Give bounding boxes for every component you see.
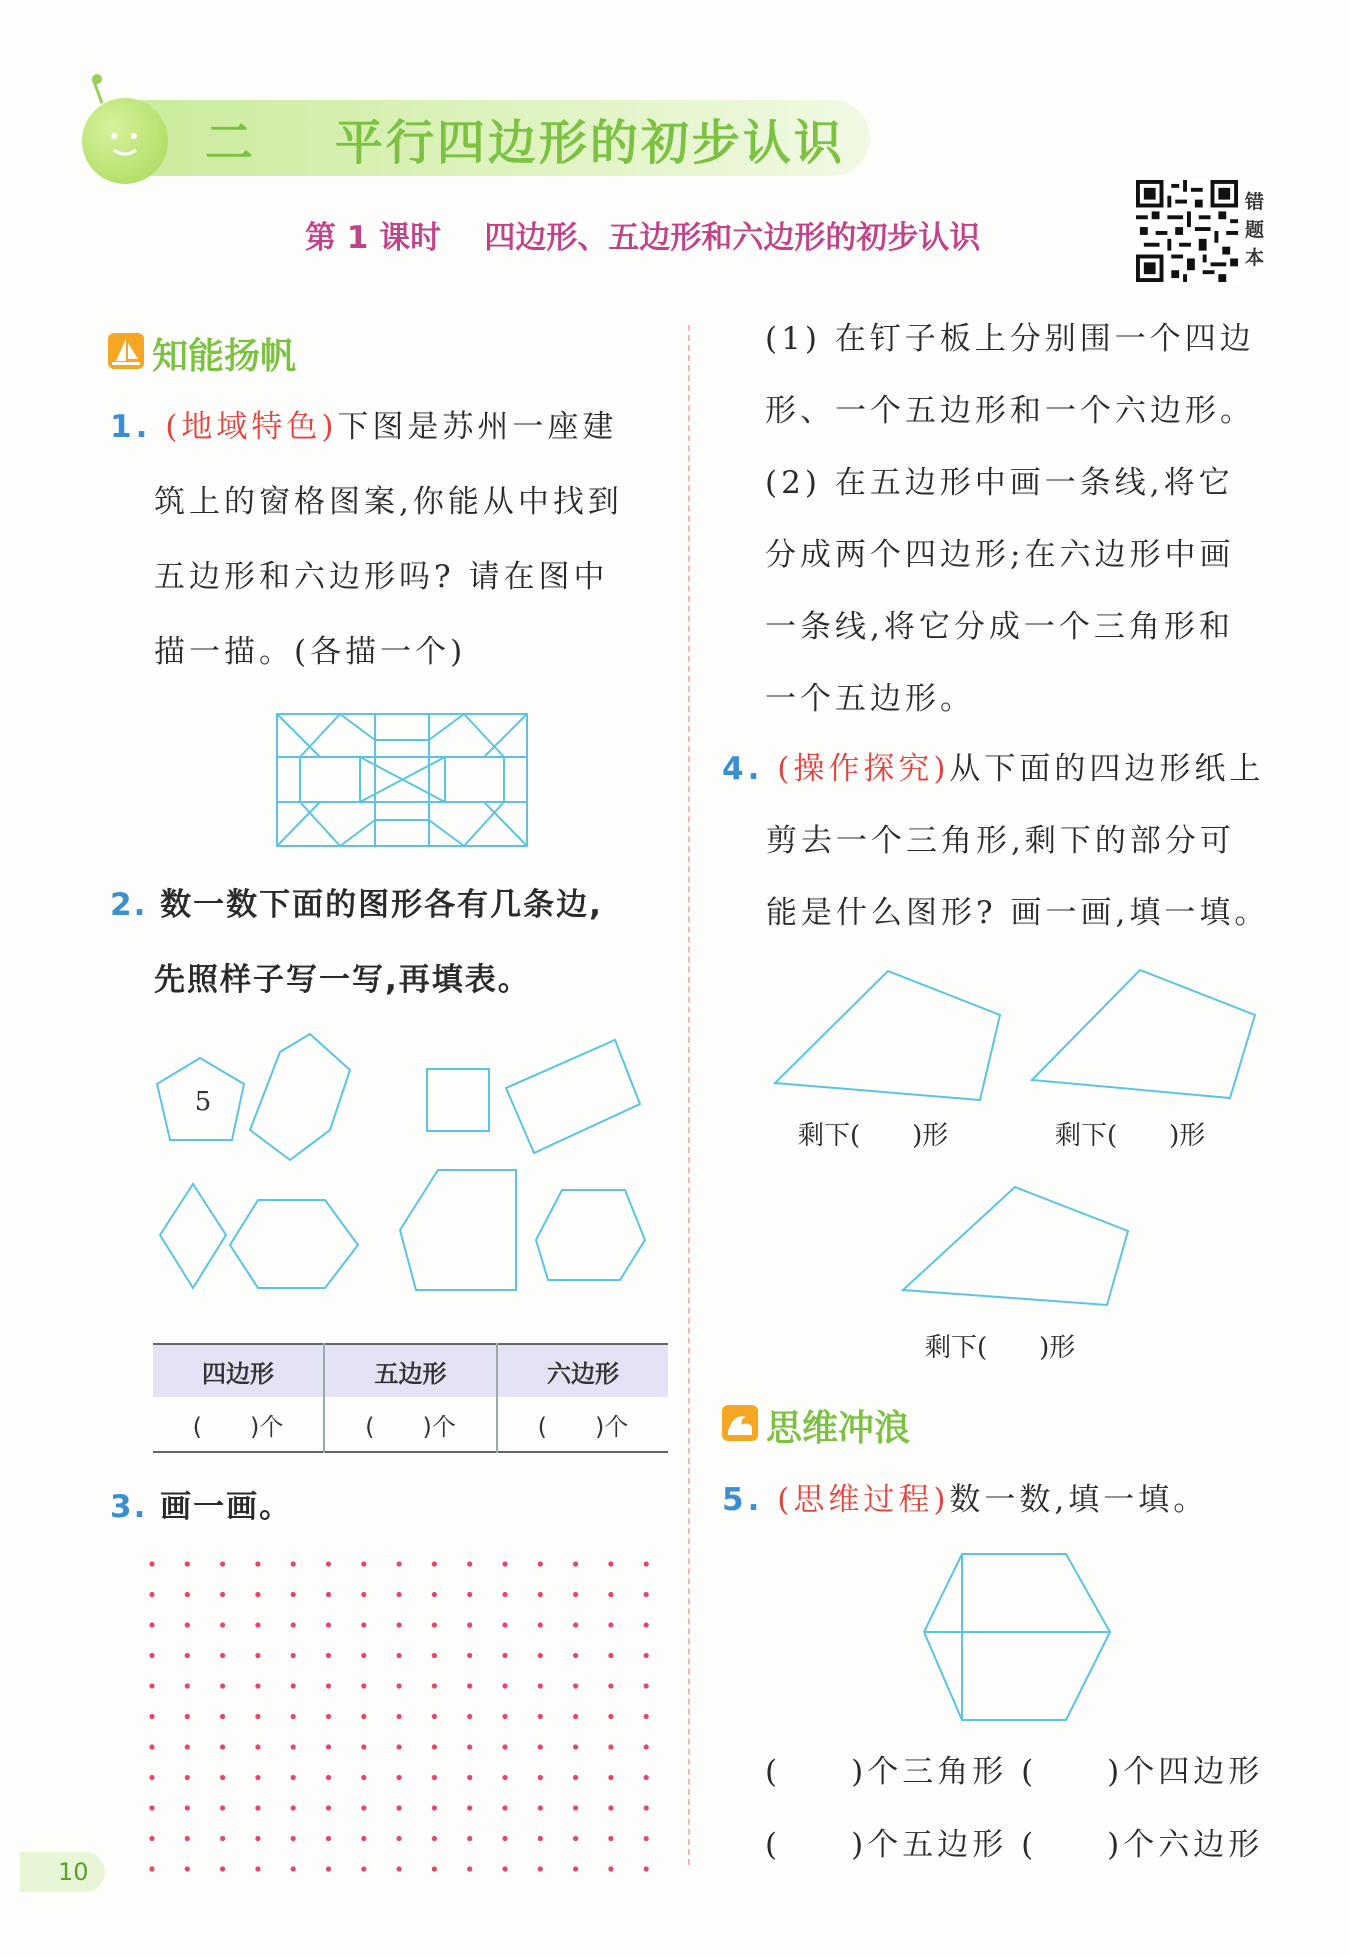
peg-dot[interactable]	[608, 1744, 613, 1749]
peg-dot[interactable]	[220, 1653, 225, 1658]
peg-dot[interactable]	[644, 1805, 649, 1810]
peg-dot[interactable]	[644, 1561, 649, 1566]
table-header: 四边形	[153, 1344, 324, 1397]
table-header: 六边形	[497, 1344, 668, 1397]
peg-dot[interactable]	[608, 1866, 613, 1871]
peg-dot[interactable]	[608, 1683, 613, 1688]
peg-dot[interactable]	[538, 1683, 543, 1688]
q3-text: 画一画。	[160, 1489, 293, 1525]
peg-dot[interactable]	[149, 1866, 154, 1871]
square	[427, 1069, 489, 1131]
peg-dot[interactable]	[326, 1714, 331, 1719]
peg-dot[interactable]	[467, 1805, 472, 1810]
peg-dot[interactable]	[291, 1561, 296, 1566]
peg-dot[interactable]	[291, 1866, 296, 1871]
q3r-line-2: 形、一个五边形和一个六边形。	[765, 393, 1255, 429]
peg-dot[interactable]	[185, 1653, 190, 1658]
peg-dot[interactable]	[608, 1592, 613, 1597]
question-3-instructions	[765, 303, 1285, 735]
peg-dot[interactable]	[397, 1805, 402, 1810]
peg-dot[interactable]	[291, 1592, 296, 1597]
peg-dot[interactable]	[432, 1714, 437, 1719]
peg-dot[interactable]	[573, 1622, 578, 1627]
peg-dot[interactable]	[185, 1561, 190, 1566]
peg-dot[interactable]	[432, 1622, 437, 1627]
peg-dot[interactable]	[397, 1775, 402, 1780]
peg-dot[interactable]	[149, 1592, 154, 1597]
peg-dot[interactable]	[573, 1592, 578, 1597]
peg-dot[interactable]	[608, 1836, 613, 1841]
peg-dot[interactable]	[467, 1866, 472, 1871]
peg-dot[interactable]	[149, 1683, 154, 1688]
peg-dot[interactable]	[361, 1561, 366, 1566]
q1-number: 1.	[110, 409, 152, 445]
peg-dot[interactable]	[467, 1561, 472, 1566]
peg-dot[interactable]	[644, 1592, 649, 1597]
peg-dot[interactable]	[361, 1805, 366, 1810]
rhombus	[160, 1184, 226, 1288]
peg-dot[interactable]	[432, 1561, 437, 1566]
peg-board[interactable]	[148, 1560, 668, 1880]
peg-dot[interactable]	[185, 1775, 190, 1780]
peg-dot[interactable]	[291, 1805, 296, 1810]
q3-number: 3.	[110, 1489, 148, 1525]
peg-dot[interactable]	[432, 1683, 437, 1688]
peg-dot[interactable]	[291, 1775, 296, 1780]
question-2	[110, 868, 680, 1018]
q2-number: 2.	[110, 887, 148, 923]
peg-dot[interactable]	[255, 1561, 260, 1566]
q1-line-3: 五边形和六边形吗? 请在图中	[154, 559, 609, 595]
question-3	[110, 1470, 292, 1545]
peg-dot[interactable]	[220, 1561, 225, 1566]
peg-dot[interactable]	[361, 1622, 366, 1627]
peg-dot[interactable]	[255, 1653, 260, 1658]
peg-dot[interactable]	[467, 1836, 472, 1841]
peg-dot[interactable]	[502, 1561, 507, 1566]
peg-dot[interactable]	[361, 1866, 366, 1871]
q4-line-1: 从下面的四边形纸上	[949, 751, 1265, 787]
peg-dot[interactable]	[291, 1683, 296, 1688]
peg-dot[interactable]	[502, 1592, 507, 1597]
peg-dot[interactable]	[255, 1592, 260, 1597]
section-title-zhineng: 知能扬帆	[152, 336, 297, 377]
peg-dot[interactable]	[361, 1836, 366, 1841]
peg-dot[interactable]	[467, 1622, 472, 1627]
q4-remain-label-3[interactable]: 剩下( )形	[925, 1333, 1076, 1363]
peg-dot[interactable]	[220, 1592, 225, 1597]
peg-dot[interactable]	[432, 1805, 437, 1810]
peg-dot[interactable]	[573, 1775, 578, 1780]
q5-answers-row-2	[765, 1808, 1263, 1883]
q4-remain-label-1[interactable]: 剩下( )形	[798, 1121, 949, 1151]
peg-dot[interactable]	[397, 1653, 402, 1658]
peg-dot[interactable]	[502, 1683, 507, 1688]
irregular-pentagon	[400, 1170, 516, 1290]
q1-line-2: 筑上的窗格图案,你能从中找到	[154, 484, 623, 520]
question-5	[722, 1463, 1282, 1538]
peg-dot[interactable]	[326, 1805, 331, 1810]
question-1	[110, 390, 670, 690]
peg-dot[interactable]	[255, 1805, 260, 1810]
peg-dot[interactable]	[608, 1653, 613, 1658]
peg-dot[interactable]	[326, 1744, 331, 1749]
peg-dot[interactable]	[220, 1836, 225, 1841]
peg-dot[interactable]	[185, 1744, 190, 1749]
q4-line-3: 能是什么图形? 画一画,填一填。	[766, 895, 1270, 931]
sail-icon	[108, 333, 144, 369]
q1-line-1: 下图是苏州一座建	[337, 409, 618, 445]
quadrilateral-paper-1	[775, 971, 1000, 1100]
peg-dot[interactable]	[397, 1836, 402, 1841]
peg-dot[interactable]	[608, 1561, 613, 1566]
q4-tag: (操作探究)	[777, 751, 950, 787]
peg-dot[interactable]	[538, 1836, 543, 1841]
peg-dot[interactable]	[255, 1714, 260, 1719]
peg-dot[interactable]	[397, 1561, 402, 1566]
peg-dot[interactable]	[361, 1683, 366, 1688]
q3r-line-6: 一个五边形。	[765, 681, 975, 717]
peg-dot[interactable]	[361, 1714, 366, 1719]
peg-dot[interactable]	[220, 1744, 225, 1749]
q1-tag: (地域特色)	[165, 409, 338, 445]
q5-text: 数一数,填一填。	[949, 1482, 1209, 1518]
table-cell-answer[interactable]: ( )个	[153, 1397, 324, 1452]
peg-dot[interactable]	[644, 1866, 649, 1871]
window-lattice-figure[interactable]	[275, 712, 531, 850]
hexagon-small	[536, 1190, 645, 1280]
table-cell-answer[interactable]: ( )个	[324, 1397, 497, 1452]
peg-dot[interactable]	[644, 1683, 649, 1688]
peg-dot[interactable]	[326, 1622, 331, 1627]
peg-dot[interactable]	[538, 1775, 543, 1780]
q5-answer-pentagons[interactable]: ( )个五边形	[765, 1827, 1008, 1863]
error-book-char-1: 错	[1245, 191, 1265, 213]
peg-dot[interactable]	[220, 1714, 225, 1719]
peg-dot[interactable]	[573, 1744, 578, 1749]
peg-dot[interactable]	[361, 1653, 366, 1658]
peg-dot[interactable]	[397, 1592, 402, 1597]
q4-number: 4.	[722, 751, 764, 787]
peg-dot[interactable]	[149, 1775, 154, 1780]
peg-dot[interactable]	[326, 1866, 331, 1871]
q4-remain-label-2[interactable]: 剩下( )形	[1055, 1121, 1206, 1151]
hexagon-wide	[230, 1200, 358, 1288]
peg-dot[interactable]	[149, 1653, 154, 1658]
qr-code-icon[interactable]	[1135, 180, 1239, 282]
peg-dot[interactable]	[502, 1622, 507, 1627]
peg-dot[interactable]	[291, 1714, 296, 1719]
peg-dot[interactable]	[467, 1653, 472, 1658]
peg-dot[interactable]	[432, 1744, 437, 1749]
peg-dot[interactable]	[149, 1714, 154, 1719]
error-book-char-3: 本	[1245, 247, 1265, 269]
peg-dot[interactable]	[255, 1622, 260, 1627]
lesson-title	[305, 212, 980, 257]
pentagon-sample-label: 5	[194, 1087, 212, 1117]
peg-dot[interactable]	[326, 1653, 331, 1658]
peg-dot[interactable]	[291, 1622, 296, 1627]
peg-dot[interactable]	[644, 1775, 649, 1780]
mascot-icon	[82, 98, 168, 184]
peg-dot[interactable]	[185, 1683, 190, 1688]
table-row	[153, 1397, 668, 1452]
peg-dot[interactable]	[291, 1744, 296, 1749]
q5-tag: (思维过程)	[777, 1482, 950, 1518]
peg-dot[interactable]	[255, 1775, 260, 1780]
peg-dot[interactable]	[538, 1714, 543, 1719]
peg-dot[interactable]	[502, 1714, 507, 1719]
q2-line-2: 先照样子写一写,再填表。	[154, 962, 531, 998]
peg-dot[interactable]	[502, 1744, 507, 1749]
peg-dot[interactable]	[573, 1805, 578, 1810]
peg-dot[interactable]	[538, 1561, 543, 1566]
peg-dot[interactable]	[291, 1653, 296, 1658]
peg-dot[interactable]	[502, 1653, 507, 1658]
peg-dot[interactable]	[467, 1592, 472, 1597]
page-number: 10	[58, 1858, 89, 1886]
peg-dot[interactable]	[573, 1561, 578, 1566]
peg-dot[interactable]	[220, 1805, 225, 1810]
table-header-row	[153, 1344, 668, 1397]
peg-dot[interactable]	[149, 1805, 154, 1810]
peg-dot[interactable]	[149, 1744, 154, 1749]
hexagon-tilted	[250, 1034, 350, 1160]
hexagon-divided-figure[interactable]	[920, 1550, 1116, 1726]
q5-number: 5.	[722, 1482, 764, 1518]
peg-dot[interactable]	[432, 1653, 437, 1658]
peg-dot[interactable]	[255, 1836, 260, 1841]
peg-dot[interactable]	[502, 1866, 507, 1871]
peg-dot[interactable]	[185, 1866, 190, 1871]
q5-answer-triangles[interactable]: ( )个三角形	[765, 1754, 1008, 1790]
peg-dot[interactable]	[573, 1866, 578, 1871]
error-book-char-2: 题	[1245, 219, 1265, 241]
peg-dot[interactable]	[361, 1775, 366, 1780]
peg-dot[interactable]	[149, 1622, 154, 1627]
q3r-line-1: (1) 在钉子板上分别围一个四边	[765, 321, 1255, 357]
error-book-label	[1245, 188, 1273, 272]
q5-answers-row-1	[765, 1735, 1263, 1810]
peg-dot[interactable]	[432, 1775, 437, 1780]
peg-dot[interactable]	[538, 1805, 543, 1810]
peg-dot[interactable]	[608, 1622, 613, 1627]
peg-dot[interactable]	[397, 1866, 402, 1871]
peg-dot[interactable]	[397, 1622, 402, 1627]
table-cell-answer[interactable]: ( )个	[537, 1412, 629, 1441]
lesson-name: 四边形、五边形和六边形的初步认识	[484, 220, 981, 256]
peg-dot[interactable]	[432, 1866, 437, 1871]
peg-dot[interactable]	[185, 1592, 190, 1597]
peg-dot[interactable]	[608, 1775, 613, 1780]
peg-dot[interactable]	[361, 1592, 366, 1597]
peg-dot[interactable]	[255, 1744, 260, 1749]
table-header: 五边形	[324, 1344, 497, 1397]
peg-dot[interactable]	[326, 1561, 331, 1566]
peg-dot[interactable]	[538, 1653, 543, 1658]
peg-dot[interactable]	[538, 1744, 543, 1749]
mascot-antenna-ball	[92, 74, 102, 84]
peg-dot[interactable]	[573, 1714, 578, 1719]
q1-line-4: 描一描。(各描一个)	[154, 634, 467, 670]
peg-dot[interactable]	[185, 1805, 190, 1810]
peg-dot[interactable]	[644, 1653, 649, 1658]
peg-dot[interactable]	[644, 1744, 649, 1749]
peg-dot[interactable]	[220, 1866, 225, 1871]
peg-dot[interactable]	[644, 1836, 649, 1841]
peg-dot[interactable]	[397, 1744, 402, 1749]
peg-dot[interactable]	[573, 1683, 578, 1688]
q3r-line-5: 一条线,将它分成一个三角形和	[765, 609, 1234, 645]
quadrilateral-paper-2	[1032, 970, 1255, 1098]
peg-dot[interactable]	[538, 1622, 543, 1627]
chapter-name: 平行四边形的初步认识	[334, 115, 845, 171]
peg-dot[interactable]	[502, 1836, 507, 1841]
peg-dot[interactable]	[326, 1775, 331, 1780]
peg-dot[interactable]	[149, 1561, 154, 1566]
peg-dot[interactable]	[326, 1836, 331, 1841]
q3r-line-4: 分成两个四边形;在六边形中画	[765, 537, 1235, 573]
peg-dot[interactable]	[608, 1714, 613, 1719]
peg-dot[interactable]	[185, 1714, 190, 1719]
peg-dot[interactable]	[185, 1622, 190, 1627]
section-title-siwei: 思维冲浪	[766, 1408, 911, 1449]
peg-dot[interactable]	[255, 1683, 260, 1688]
peg-dot[interactable]	[538, 1592, 543, 1597]
peg-dot[interactable]	[397, 1683, 402, 1688]
quadrilateral-paper-3	[903, 1187, 1128, 1305]
question-4	[722, 733, 1282, 949]
peg-dot[interactable]	[220, 1683, 225, 1688]
peg-dot[interactable]	[397, 1714, 402, 1719]
peg-dot[interactable]	[538, 1866, 543, 1871]
peg-dot[interactable]	[467, 1744, 472, 1749]
peg-dot[interactable]	[220, 1775, 225, 1780]
quadrilateral-papers-figure[interactable]	[770, 965, 1270, 1345]
peg-dot[interactable]	[644, 1714, 649, 1719]
peg-dot[interactable]	[185, 1836, 190, 1841]
peg-dot[interactable]	[432, 1592, 437, 1597]
q4-line-2: 剪去一个三角形,剩下的部分可	[766, 823, 1235, 859]
peg-dot[interactable]	[467, 1775, 472, 1780]
peg-dot[interactable]	[467, 1683, 472, 1688]
q5-answer-quadrilaterals[interactable]: ( )个四边形	[1021, 1754, 1264, 1790]
peg-dot[interactable]	[608, 1805, 613, 1810]
peg-dot[interactable]	[255, 1866, 260, 1871]
wave-icon	[722, 1405, 758, 1441]
chapter-number: 二	[205, 115, 257, 171]
polygons-figure[interactable]	[150, 1030, 670, 1300]
q5-answer-hexagons[interactable]: ( )个六边形	[1021, 1827, 1264, 1863]
column-divider	[688, 325, 690, 1865]
peg-dot[interactable]	[432, 1836, 437, 1841]
q3r-line-3: (2) 在五边形中画一条线,将它	[765, 465, 1234, 501]
peg-dot[interactable]	[326, 1683, 331, 1688]
peg-dot[interactable]	[326, 1592, 331, 1597]
peg-dot[interactable]	[220, 1622, 225, 1627]
chapter-title	[205, 104, 845, 173]
peg-dot[interactable]	[502, 1775, 507, 1780]
q2-line-1: 数一数下面的图形各有几条边,	[160, 887, 603, 923]
peg-dot[interactable]	[361, 1744, 366, 1749]
edge-count-table	[153, 1343, 668, 1453]
peg-dot[interactable]	[573, 1653, 578, 1658]
peg-dot[interactable]	[502, 1805, 507, 1810]
peg-dot[interactable]	[467, 1714, 472, 1719]
peg-dot[interactable]	[644, 1622, 649, 1627]
peg-dot[interactable]	[573, 1836, 578, 1841]
rectangle-tilted	[506, 1040, 640, 1153]
peg-dot[interactable]	[149, 1836, 154, 1841]
lesson-label: 第 1 课时	[305, 220, 442, 256]
peg-dot[interactable]	[291, 1836, 296, 1841]
